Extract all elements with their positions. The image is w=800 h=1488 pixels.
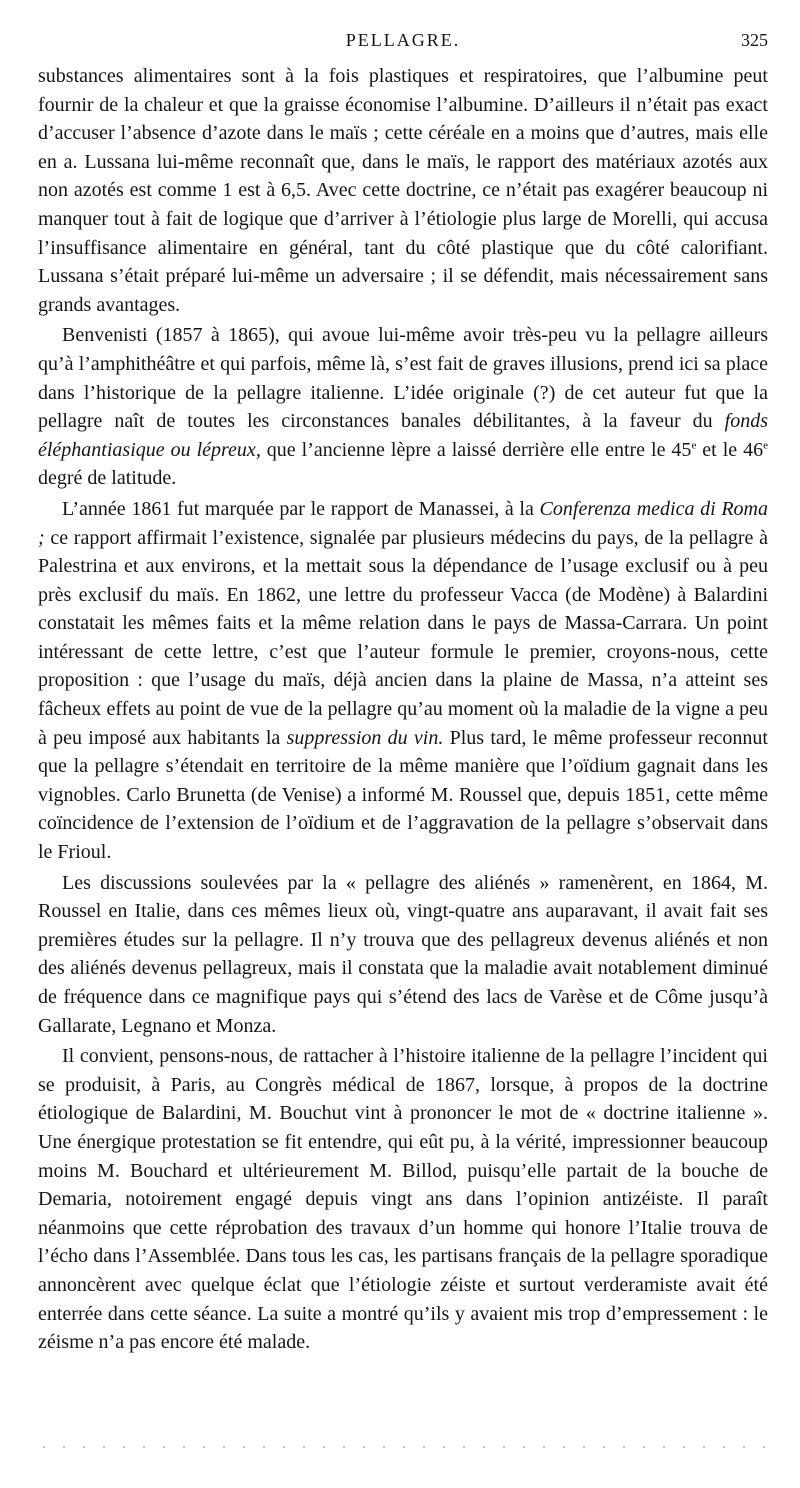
- paragraph-manassei-italic-conferenza: Conferenza medica di Roma ;: [38, 497, 768, 549]
- paragraph-congres-1867: Il convient, pensons-nous, de rattacher à l’histoire italienne de la pellagre l’incident qui se produisit, à Paris, au Congrès médical de 1867, lorsque, à propos de la doctrine étiologique de Balardini, M. Bouchut vint à prononcer le mot de « doctrine italienne ». Une énergique protestation se fit entendre, qui eût pu, à la vérité, impressionner beaucoup moins M. Bouchard et ultérieurement M. Billod, puisqu’elle partait de la bouche de Demaria, notoirement engagé depuis vingt ans dans l’opinion antizéiste. Il paraît néanmoins que cette réprobation des travaux d’un homme qui honore l’Italie trouva de l’écho dans l’Assemblée. Dans tous les cas, les partisans français de la pellagre sporadique annoncèrent avec quelque éclat que l’étiologie zéiste et surtout verderamiste avait été enterrée dans cette séance. La suite a montré qu’ils y avaient mis trop d’empressement : le zéisme n’a pas encore été malade.: [38, 1045, 768, 1354]
- running-title: PELLAGRE.: [345, 30, 461, 50]
- paragraph-albumine: substances alimentaires sont à la fois plastiques et respiratoires, que l’albumine peut fournir de la chaleur et que la graisse économise l’albumine. D’ailleurs il n’était pas exact d’accuser l’absence d’azote dans le maïs ; cette céréale en a moins que d’autres, mais elle en a. Lussana lui-même reconnaît que, dans le maïs, le rapport des matériaux azotés aux non azotés est comme 1 est à 6,5. Avec cette doctrine, ce n’était pas exagérer beaucoup ni manquer tout à fait de logique que d’arriver à l’étiologie plus large de Morelli, qui accusa l’insuffisance alimentaire en général, tant du côté plastique que du côté calorifiant. Lussana s’était préparé lui-même un adversaire ; il se défendit, mais nécessairement sans grands avantages.: [38, 65, 768, 316]
- book-page: [38, 28, 768, 1357]
- running-head: [38, 28, 768, 58]
- bottom-print-noise: [34, 1443, 769, 1451]
- paragraph-manassei-italic-suppression: suppression du vin.: [286, 726, 444, 749]
- paragraph-manassei: [38, 495, 768, 867]
- paragraph-benvenisti-text-a: Benvenisti (1857 à 1865), qui avoue lui-même avoir très-peu vu la pellagre ailleurs qu’à l’amphithéâtre et qui parfois, même là, s’est fait de graves illusions, prend ici sa place dans l’historique de la pellagre italienne. L’idée originale (?) de cet auteur fut que la pellagre naît de toutes les circonstances banales débilitantes, à la faveur du: [38, 324, 768, 433]
- paragraph-benvenisti-text-b: que l’ancienne lèpre a laissé derrière elle entre le 45: [260, 438, 692, 461]
- paragraph-manassei-text-a: L’année 1861 fut marquée par le rapport de Manassei, à la: [62, 497, 540, 520]
- paragraph-manassei-text-c: Plus tard, le même professeur reconnut que la pellagre s’étendait en territoire de la même manière que l’oïdium gagnait dans les vignobles. Carlo Brunetta (de Venise) a informé M. Roussel que, depuis 1851, cette même coïncidence de l’extension de l’oïdium et de l’aggravation de la pellagre s’observait dans le Frioul.: [38, 726, 768, 864]
- paragraph-benvenisti: [38, 321, 768, 493]
- paragraph-roussel: Les discussions soulevées par la « pellagre des aliénés » ramenèrent, en 1864, M. Roussel en Italie, dans ces mêmes lieux où, vingt-quatre ans auparavant, il avait fait ses premières études sur la pellagre. Il n’y trouva que des pellagreux devenus aliénés et non des aliénés devenus pellagreux, mais il constata que la maladie avait notablement diminué de fréquence dans ce magnifique pays qui s’étend des lacs de Varèse et de Côme jusqu’à Gallarate, Legnano et Monza.: [38, 871, 768, 1037]
- paragraph-manassei-text-b: ce rapport affirmait l’existence, signalée par plusieurs médecins du pays, de la pellagre à Palestrina et aux environs, et la mettait sous la dépendance de l’usage exclusif ou à peu près exclusif du maïs. En 1862, une lettre du professeur Vacca (de Modène) à Balardini constatait les mêmes faits et la même relation dans le pays de Massa-Carrara. Un point intéressant de cette lettre, c’est que l’auteur formule le premier, croyons-nous, cette proposition : que l’usage du maïs, déjà ancien dans la plaine de Massa, n’a atteint ses fâcheux effets au point de vue de la pellagre qu’au moment où la maladie de la vigne a peu à peu imposé aux habitants la: [38, 526, 768, 749]
- paragraph-benvenisti-italic: fonds éléphantiasique ou lépreux,: [38, 410, 768, 461]
- superscript-e: e: [691, 439, 697, 452]
- paragraph-benvenisti-text-c: et le 46: [696, 438, 764, 461]
- page-number: 325: [741, 30, 768, 50]
- superscript-e: e: [763, 439, 769, 452]
- paragraph-benvenisti-text-d: degré de latitude.: [38, 467, 177, 490]
